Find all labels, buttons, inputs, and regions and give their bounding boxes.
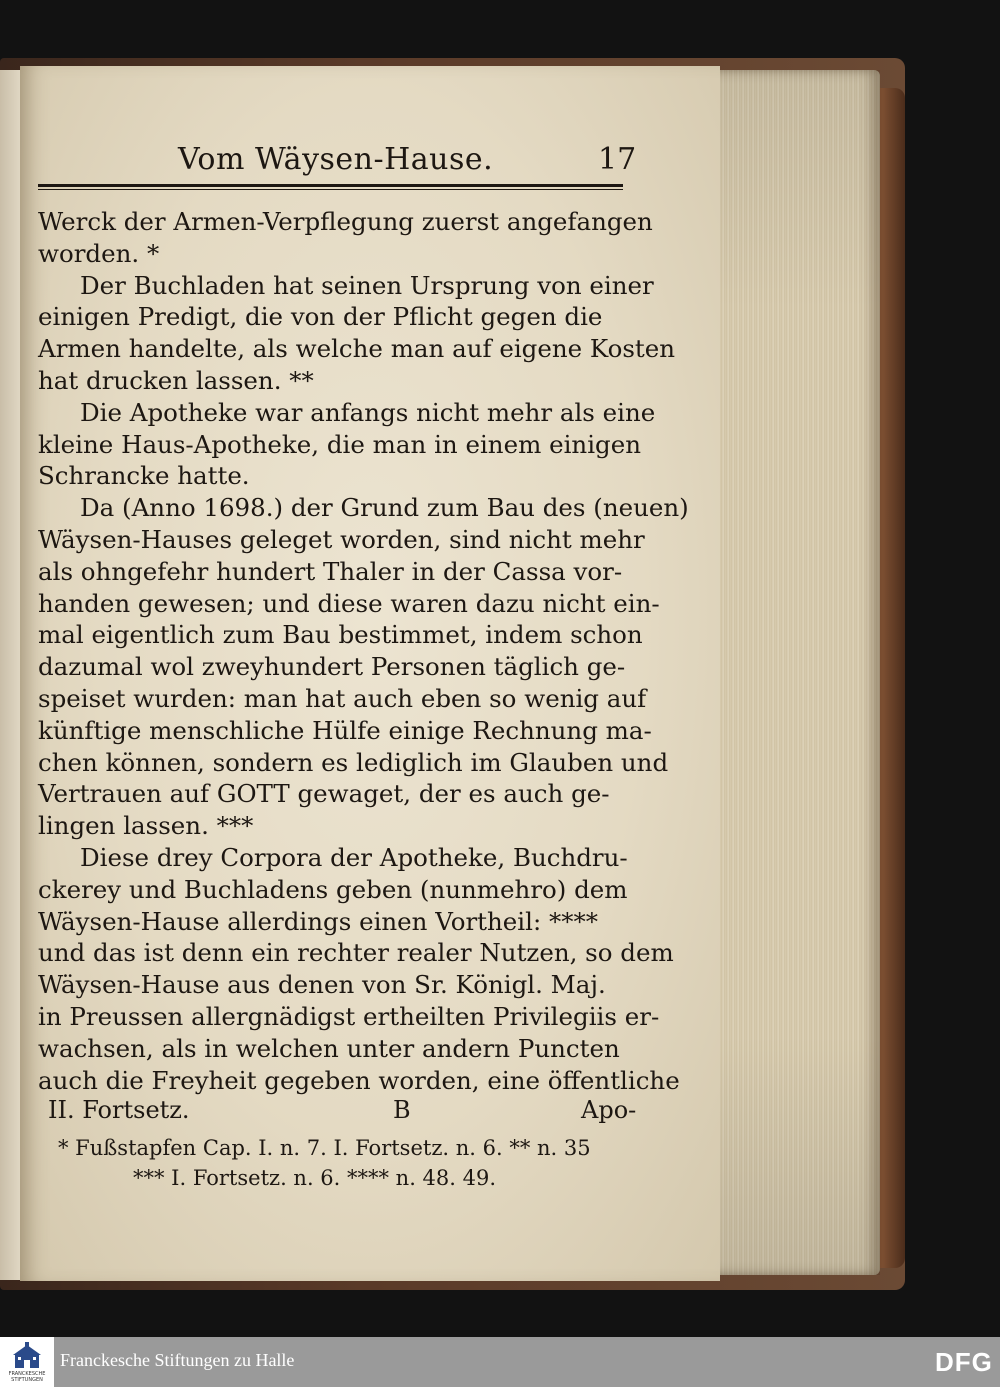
body-text [38, 206, 689, 1096]
text-line: Werck der Armen-Verpflegung zuerst angefangen [38, 207, 653, 236]
text-line: Die Apotheke war anfangs nicht mehr als eine [80, 397, 656, 427]
text-line: auch die Freyheit gegeben worden, eine öffentliche [38, 1065, 680, 1095]
text-line: worden. * [38, 238, 160, 268]
left-page-edge [0, 70, 22, 1280]
header-rule-thin [38, 189, 623, 190]
page-header [38, 136, 638, 180]
dfg-logo[interactable]: DFG [935, 1347, 993, 1377]
institution-logo[interactable] [0, 1337, 54, 1387]
text-line: hat drucken lassen. ** [38, 365, 314, 395]
text-line: dazumal wol zweyhundert Personen täglich ge- [38, 652, 626, 682]
page-number: 17 [598, 142, 637, 177]
page-text [38, 136, 689, 1190]
viewer-footer [0, 1337, 1000, 1387]
text-line: künftige menschliche Hülfe einige Rechnung ma- [38, 715, 652, 745]
text-line: und das ist denn ein rechter realer Nutzen, so dem [38, 938, 674, 968]
text-line: Der Buchladen hat seinen Ursprung von einer [80, 270, 654, 300]
text-line: wachsen, als in welchen unter andern Puncten [38, 1033, 620, 1063]
text-line: Wäysen-Hause allerdings einen Vortheil: **** [38, 906, 598, 936]
text-line: mal eigentlich zum Bau bestimmet, indem schon [38, 620, 643, 650]
volume-mark: II. Fortsetz. [48, 1096, 190, 1124]
header-rule [38, 184, 623, 187]
text-line: handen gewesen; und diese waren dazu nicht ein- [38, 588, 660, 618]
text-line: speiset wurden: man hat auch eben so wenig auf [38, 683, 647, 713]
footnote-line-2: *** I. Fortsetz. n. 6. **** n. 48. 49. [133, 1166, 497, 1190]
orphanage-building-icon [12, 1342, 42, 1370]
text-line: einigen Predigt, die von der Pflicht gegen die [38, 302, 603, 332]
text-line: chen können, sondern es lediglich im Glauben und [38, 747, 669, 777]
catchline [38, 1096, 638, 1128]
text-line: Wäysen-Hauses geleget worden, sind nicht mehr [38, 524, 645, 554]
text-line: in Preussen allergnädigst ertheilten Privilegiis er- [38, 1001, 660, 1031]
signature-mark: B [393, 1096, 411, 1124]
text-line: lingen lassen. *** [38, 811, 254, 841]
text-line: ckerey und Buchladens geben (nunmehro) dem [38, 874, 628, 904]
institution-name[interactable]: Franckesche Stiftungen zu Halle [60, 1350, 295, 1370]
running-head: Vom Wäysen-Hause. [178, 142, 494, 177]
text-line: Da (Anno 1698.) der Grund zum Bau des (neuen) [80, 493, 689, 523]
text-line: als ohngefehr hundert Thaler in der Cassa vor- [38, 556, 623, 586]
catchword: Apo- [581, 1096, 637, 1124]
text-line: Armen handelte, als welche man auf eigene Kosten [38, 334, 676, 364]
footnote-line-1: * Fußstapfen Cap. I. n. 7. I. Fortsetz. n. 6. ** n. 35 [58, 1136, 591, 1160]
logo-caption: FRANCKESCHE STIFTUNGEN [8, 1371, 46, 1383]
text-line: Wäysen-Hause aus denen von Sr. Königl. Maj. [38, 970, 606, 1000]
text-line: Vertrauen auf GOTT gewaget, der es auch ge- [38, 779, 610, 809]
text-line: Diese drey Corpora der Apotheke, Buchdru- [80, 842, 628, 872]
text-line: Schrancke hatte. [38, 461, 250, 491]
text-line: kleine Haus-Apotheke, die man in einem einigen [38, 429, 642, 459]
